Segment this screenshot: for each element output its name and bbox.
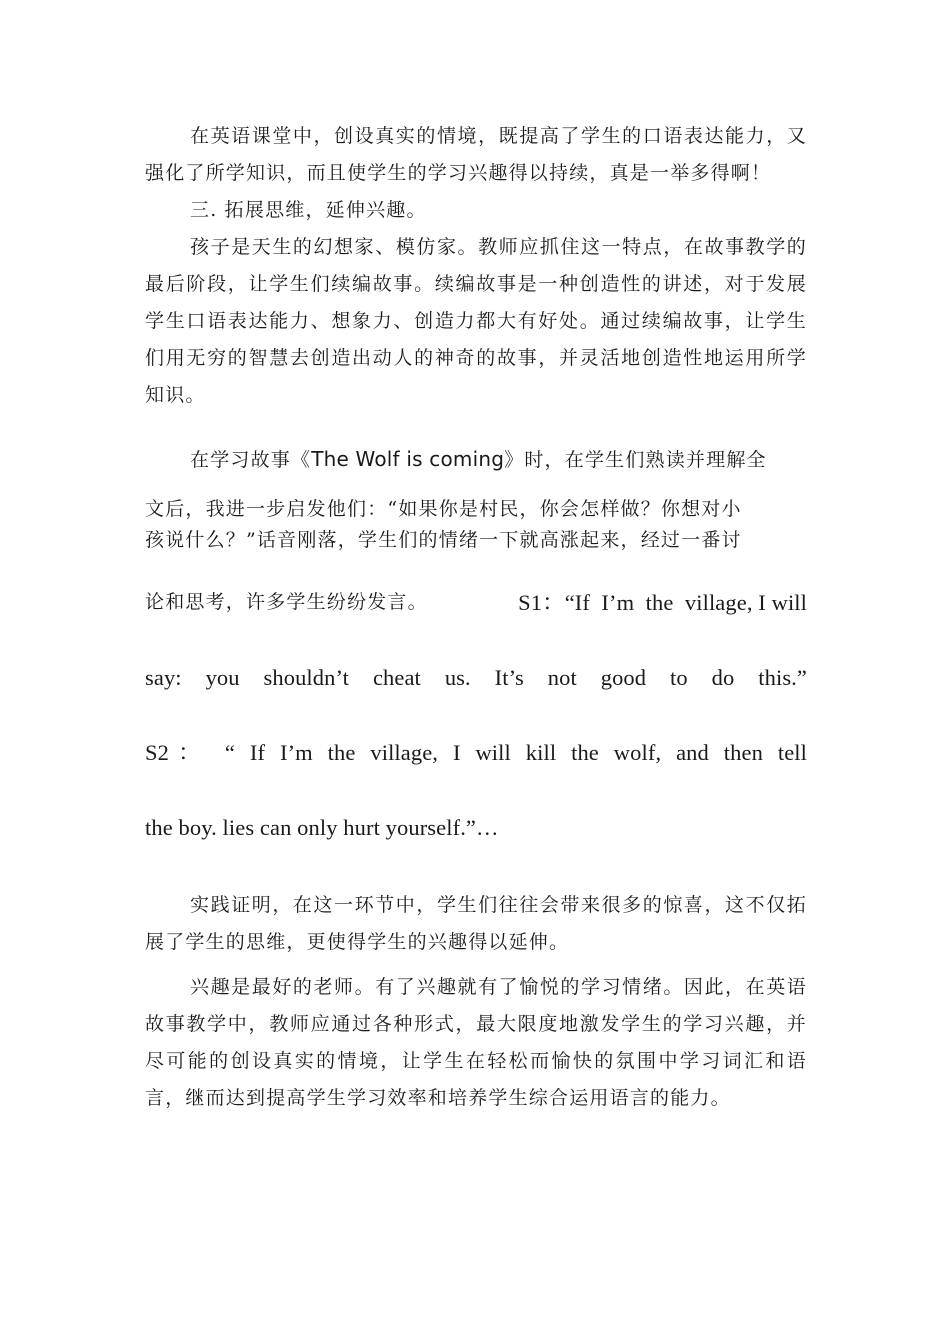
story-intro-tail: 》时，在学生们熟读并理解全: [504, 449, 767, 471]
dialog-block: [145, 565, 807, 865]
story-title: The Wolf is coming: [311, 447, 505, 471]
story-intro-text: 在学习故事《: [190, 449, 312, 471]
section-heading-three: 三. 拓展思维，延伸兴趣。: [190, 199, 427, 221]
student-one-response-start: S1：“If I’m the village, I will: [518, 590, 807, 615]
story-line-3: 孩说什么？”话音刚落，学生们的情绪一下就高涨起来，经过一番讨: [145, 529, 742, 551]
student-two-response-end: the boy. lies can only hurt yourself.”…: [145, 815, 499, 840]
dialog-line-1-cn: 论和思考，许多学生纷纷发言。: [145, 591, 428, 613]
paragraph-wolf-story: [145, 435, 807, 865]
paragraph-story-continuation: 孩子是天生的幻想家、模仿家。教师应抓住这一特点，在故事教学的最后阶段，让学生们续编故事。续编故事是一种创造性的讲述，对于发展学生口语表达能力、想象力、创造力都大有好处。通过续编故事，让学生们用无穷的智慧去创造出动人的神奇的故事，并灵活地创造性地运用所学知识。: [145, 236, 807, 406]
story-line-2: 文后，我进一步启发他们：“如果你是村民，你会怎样做？你想对小: [145, 498, 742, 520]
student-one-response-end: say: you shouldn’t cheat us. It’s not good to do this.”: [145, 665, 807, 690]
dialog-line-1: [145, 565, 807, 640]
paragraph-conclusion: 兴趣是最好的老师。有了兴趣就有了愉悦的学习情绪。因此，在英语故事教学中，教师应通过各种形式，最大限度地激发学生的学习兴趣，并尽可能的创设真实的情境，让学生在轻松而愉快的氛围中学习词汇和语言，继而达到提高学生学习效率和培养学生综合运用语言的能力。: [145, 976, 807, 1109]
paragraph-situation-summary: 在英语课堂中，创设真实的情境，既提高了学生的口语表达能力，又强化了所学知识，而且使学生的学习兴趣得以持续，真是一举多得啊！: [145, 125, 807, 184]
story-line-1: [145, 435, 807, 485]
paragraph-practice-result: 实践证明，在这一环节中，学生们往往会带来很多的惊喜，这不仅拓展了学生的思维，更使得学生的兴趣得以延伸。: [145, 894, 807, 953]
document-page: [145, 118, 807, 1117]
student-two-response-start: S2： “ If I’m the village, I will kill the wolf, and then tell: [145, 740, 807, 765]
